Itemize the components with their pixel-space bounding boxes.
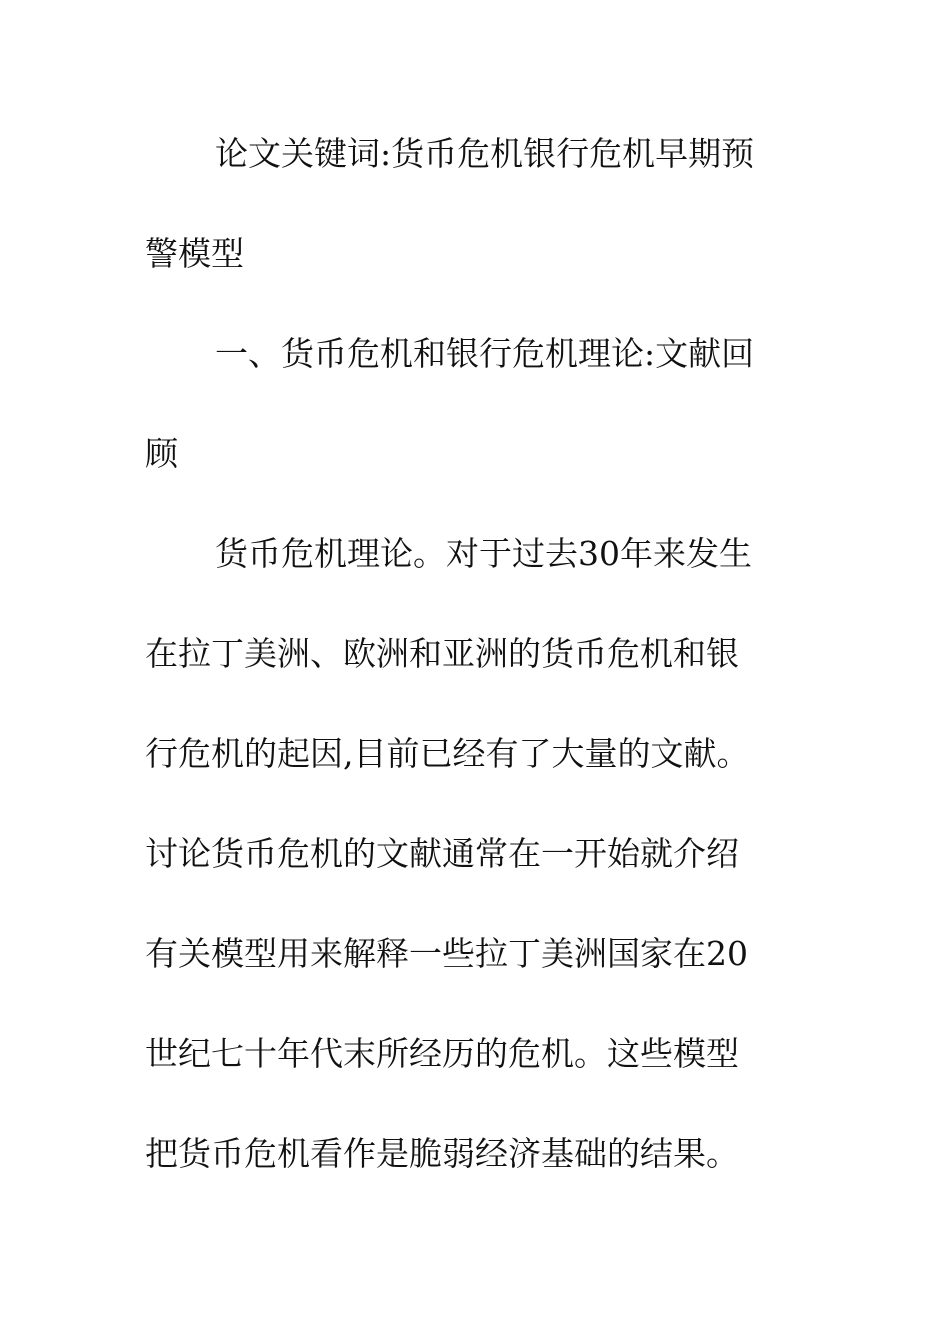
body-text-line-4: 讨论货币危机的文献通常在一开始就介绍 xyxy=(145,834,739,873)
body-text-line-1: 货币危机理论。对于过去30年来发生 xyxy=(215,534,752,573)
body-text-line-3: 行危机的起因,目前已经有了大量的文献。 xyxy=(145,734,750,773)
body-text-line-2: 在拉丁美洲、欧洲和亚洲的货币危机和银 xyxy=(145,634,739,673)
section-heading-line-1: 一、货币危机和银行危机理论:文献回 xyxy=(215,334,755,373)
section-heading-line-2: 顾 xyxy=(145,434,178,473)
keywords-line-1: 论文关键词:货币危机银行危机早期预 xyxy=(215,134,755,173)
keywords-line-2: 警模型 xyxy=(145,234,244,273)
body-text-line-5: 有关模型用来解释一些拉丁美洲国家在20 xyxy=(145,934,748,973)
body-text-line-7: 把货币危机看作是脆弱经济基础的结果。 xyxy=(145,1134,739,1173)
body-text-line-6: 世纪七十年代末所经历的危机。这些模型 xyxy=(145,1034,739,1073)
